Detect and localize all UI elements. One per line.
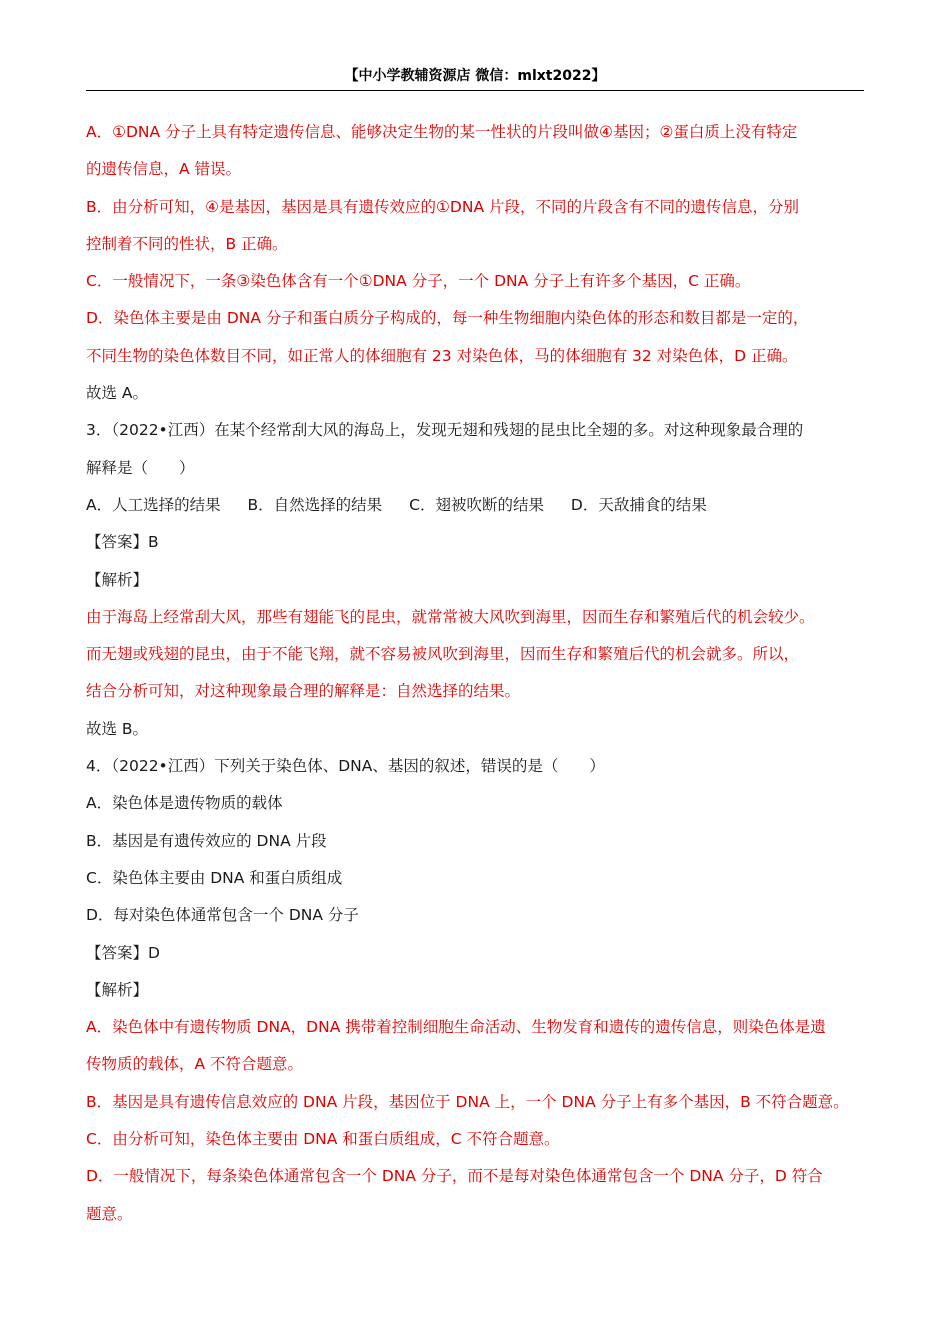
q3-analysis-label: 【解析】 — [86, 570, 149, 589]
q4-analysis-a-line1: A．染色体中有遗传物质 DNA，DNA 携带着控制细胞生命活动、生物发育和遗传的遗传信息，则染色体是遗 — [86, 1018, 826, 1037]
q4-stem: 4．（2022•江西）下列关于染色体、DNA、基因的叙述，错误的是（ ） — [86, 757, 605, 776]
q4-analysis-label: 【解析】 — [86, 980, 149, 999]
q4-option-c: C．染色体主要由 DNA 和蛋白质组成 — [86, 868, 343, 887]
q3-conclusion: 故选 B。 — [86, 719, 149, 738]
q2-conclusion: 故选 A。 — [86, 384, 149, 403]
q2-analysis-a-line2: 的遗传信息，A 错误。 — [86, 160, 242, 179]
q4-option-b: B．基因是有遗传效应的 DNA 片段 — [86, 831, 327, 850]
q4-analysis-a-line2: 传物质的载体，A 不符合题意。 — [86, 1055, 304, 1074]
q3-analysis-line3: 结合分析可知，对这种现象最合理的解释是：自然选择的结果。 — [86, 682, 521, 701]
q3-answer: 【答案】B — [86, 533, 159, 552]
page-header: 【中小学教辅资源店 微信：mlxt2022】 — [86, 62, 864, 91]
q3-option-b: B．自然选择的结果 — [247, 495, 383, 514]
q3-stem-line2: 解释是（ ） — [86, 458, 195, 477]
q2-analysis-b-line1: B．由分析可知，④是基因，基因是具有遗传效应的①DNA 片段，不同的片段含有不同的遗传信息，分别 — [86, 197, 799, 216]
q3-options — [86, 487, 866, 524]
q4-analysis-d-line2: 题意。 — [86, 1204, 133, 1223]
q2-analysis-d-line1: D．染色体主要是由 DNA 分子和蛋白质分子构成的，每一种生物细胞内染色体的形态和数目都是一定的， — [86, 309, 809, 328]
q4-analysis-b: B．基因是具有遗传信息效应的 DNA 片段，基因位于 DNA 上，一个 DNA 分子上有多个基因，B 不符合题意。 — [86, 1092, 849, 1111]
q3-option-a: A．人工选择的结果 — [86, 495, 221, 514]
q2-analysis-c: C．一般情况下，一条③染色体含有一个①DNA 分子，一个 DNA 分子上有许多个基因，C 正确。 — [86, 272, 751, 291]
q3-option-d: D．天敌捕食的结果 — [570, 495, 707, 514]
q4-analysis-d-line1: D．一般情况下，每条染色体通常包含一个 DNA 分子，而不是每对染色体通常包含一个 DNA 分子，D 符合 — [86, 1167, 823, 1186]
q3-analysis-line1: 由于海岛上经常刮大风，那些有翅能飞的昆虫，就常常被大风吹到海里，因而生存和繁殖后代的机会较少。 — [86, 607, 815, 626]
q2-analysis-a-line1: A．①DNA 分子上具有特定遗传信息、能够决定生物的某一性状的片段叫做④基因；②蛋白质上没有特定 — [86, 123, 798, 141]
q4-analysis-c: C．由分析可知，染色体主要由 DNA 和蛋白质组成，C 不符合题意。 — [86, 1130, 560, 1149]
q3-option-c: C．翅被吹断的结果 — [409, 495, 544, 514]
q3-stem-line1: 3．（2022•江西）在某个经常刮大风的海岛上，发现无翅和残翅的昆虫比全翅的多。对这种现象最合理的 — [86, 421, 804, 440]
q4-answer: 【答案】D — [86, 943, 160, 962]
document-body — [86, 114, 866, 1233]
q2-analysis-b-line2: 控制着不同的性状，B 正确。 — [86, 234, 288, 253]
q4-option-d: D．每对染色体通常包含一个 DNA 分子 — [86, 906, 359, 925]
q3-analysis-line2: 而无翅或残翅的昆虫，由于不能飞翔，就不容易被风吹到海里，因而生存和繁殖后代的机会就多。所以， — [86, 645, 800, 664]
q4-option-a: A．染色体是遗传物质的载体 — [86, 794, 283, 813]
q2-analysis-d-line2: 不同生物的染色体数目不同，如正常人的体细胞有 23 对染色体，马的体细胞有 32 对染色体，D 正确。 — [86, 346, 798, 365]
